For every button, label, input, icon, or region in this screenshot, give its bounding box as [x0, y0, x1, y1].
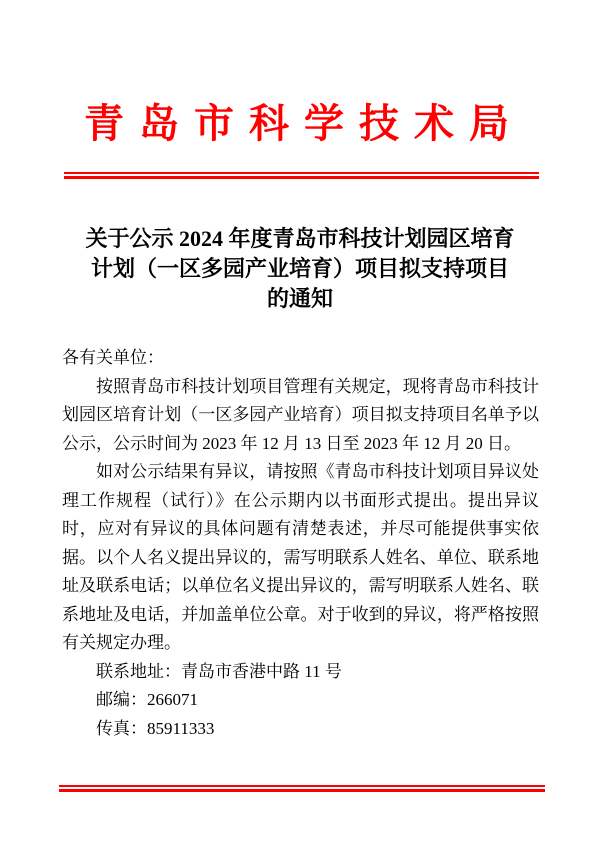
document-title-line: 计划（一区多园产业培育）项目拟支持项目 — [90, 256, 509, 281]
agency-letterhead-title: 青岛市科学技术局 — [84, 101, 524, 146]
contact-fax-value: 85911333 — [147, 718, 215, 738]
contact-postcode-label: 邮编： — [96, 690, 147, 709]
divider-thick-line — [64, 176, 539, 179]
document-body — [62, 344, 539, 743]
footer-divider-rule — [59, 785, 545, 792]
body-paragraph-objection-procedure: 如对公示结果有异议，请按照《青岛市科技计划项目异议处理工作规程（试行）》在公示期内以书面形式提出。提出异议时，应对有异议的具体问题有清楚表述，并尽可能提供事实依据。以个人名义提出异议的，需写明联系人姓名、单位、联系地址及联系电话；以单位名义提出异议的，需写明联系人姓名、联系地址及电话，并加盖单位公章。对于收到的异议，将严格按照有关规定办理。 — [62, 462, 539, 652]
contact-address-label: 联系地址： — [96, 661, 181, 681]
contact-address-value: 青岛市香港中路 11 号 — [181, 661, 342, 681]
contact-fax-label: 传真： — [96, 718, 147, 738]
divider-thick-line — [59, 789, 545, 792]
salutation: 各有关单位： — [62, 348, 164, 367]
document-title-line: 关于公示 2024 年度青岛市科技计划园区培育 — [85, 226, 515, 251]
contact-postcode-value: 266071 — [147, 690, 198, 709]
contact-postcode-line — [62, 686, 539, 715]
contact-address-line — [62, 658, 539, 687]
contact-fax-line — [62, 715, 539, 744]
letterhead-divider-rule — [64, 172, 539, 179]
document-title — [40, 224, 560, 314]
document-title-line: 的通知 — [266, 286, 333, 311]
body-paragraph-announcement: 按照青岛市科技计划项目管理有关规定，现将青岛市科技计划园区培育计划（一区多园产业培育）项目拟支持项目名单予以公示，公示时间为 2023 年 12 月 13 日至 2023 年 12 月 20 日。 — [62, 376, 539, 453]
